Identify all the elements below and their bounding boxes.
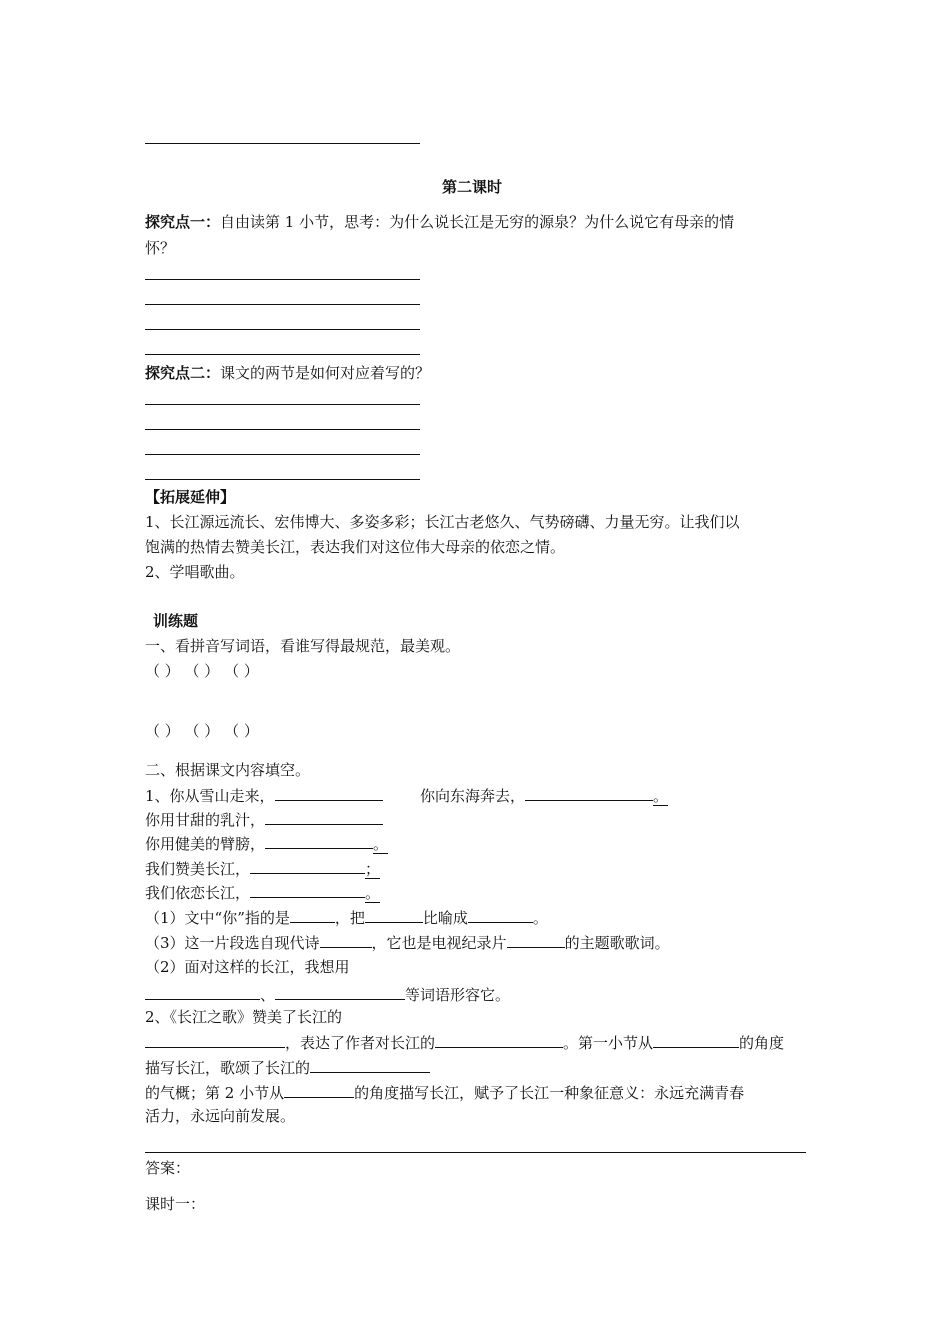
answer-line — [145, 143, 420, 144]
paragraph-2-c: 。第一小节从 — [563, 1034, 654, 1052]
answers-title: 答案： — [145, 1159, 191, 1177]
question-2: 二、根据课文内容填空。 — [145, 761, 311, 779]
paragraph-2-line-5: 活力，永远向前发展。 — [145, 1107, 296, 1125]
extension-item-1-cont: 饱满的热情去赞美长江，表达我们对这位伟大母亲的依恋之情。 — [145, 538, 566, 556]
paragraph-2-line-3 — [145, 1056, 430, 1078]
poem-line-1 — [145, 784, 383, 806]
question-1: 一、看拼音写词语，看谁写得最规范，最美观。 — [145, 637, 461, 655]
answer-line — [145, 454, 420, 455]
paragraph-2-line-2 — [145, 1031, 784, 1053]
paragraph-2-f: 的气概；第 2 小节从 — [145, 1084, 285, 1102]
poem-line-3-end: 。 — [373, 835, 389, 853]
explore-point-2-text: 课文的两节是如何对应着写的？ — [220, 364, 431, 382]
fill-blank[interactable] — [525, 784, 653, 801]
sub-question-3-c: 的主题歌歌词。 — [564, 934, 670, 952]
poem-line-3 — [145, 832, 388, 854]
sub-question-1-c: 比喻成 — [422, 909, 468, 927]
fill-blank[interactable] — [507, 931, 565, 948]
extension-item-2: 2、学唱歌曲。 — [145, 563, 245, 581]
fill-blank[interactable] — [290, 906, 335, 923]
poem-line-1-b: 你向东海奔去， — [420, 787, 526, 805]
fill-blank[interactable] — [250, 881, 365, 898]
answer-line — [145, 279, 420, 280]
extension-item-1: 1、长江源远流长、宏伟博大、多姿多彩；长江古老悠久、气势磅礴、力量无穷。让我们以 — [145, 513, 740, 531]
poem-line-5 — [145, 881, 380, 903]
extension-title: 【拓展延伸】 — [145, 488, 236, 506]
fill-blank[interactable] — [435, 1031, 563, 1048]
poem-line-2 — [145, 808, 383, 830]
poem-line-5-text: 我们依恋长江， — [145, 884, 251, 902]
explore-point-1 — [145, 212, 734, 232]
sub-question-3-b: ，它也是电视纪录片 — [371, 934, 507, 952]
fill-blank[interactable] — [320, 931, 372, 948]
sub-question-1-d: 。 — [532, 909, 548, 927]
answer-line — [145, 479, 420, 480]
fill-blank[interactable] — [265, 832, 373, 849]
section-title: 第二课时 — [442, 178, 503, 196]
answers-lesson-1: 课时一： — [145, 1195, 206, 1213]
poem-line-4-text: 我们赞美长江， — [145, 860, 251, 878]
sub-question-1-b: ，把 — [334, 909, 365, 927]
sub-question-1-a: （1）文中“你”指的是 — [145, 909, 290, 927]
fill-blank[interactable] — [365, 906, 423, 923]
training-title: 训练题 — [153, 612, 199, 630]
explore-point-1-text: 自由读第 1 小节，思考：为什么说长江是无穷的源泉？为什么说它有母亲的情 — [220, 213, 735, 231]
sub-question-2-end: 等词语形容它。 — [405, 986, 511, 1004]
pinyin-blanks-row-2: （ ） （ ） （ ） — [145, 722, 259, 740]
poem-line-1b — [420, 784, 668, 806]
explore-point-2 — [145, 363, 430, 383]
sub-question-3-a: （3）这一片段选自现代诗 — [145, 934, 320, 952]
fill-blank[interactable] — [284, 1081, 354, 1098]
pinyin-blanks-row-1: （ ） （ ） （ ） — [145, 662, 259, 680]
fill-blank[interactable] — [250, 857, 365, 874]
fill-blank[interactable] — [145, 1031, 285, 1048]
fill-blank[interactable] — [310, 1056, 430, 1073]
explore-point-2-label: 探究点二： — [145, 364, 221, 382]
poem-line-4-end: ； — [365, 860, 381, 878]
poem-line-4 — [145, 857, 380, 879]
answer-line — [145, 329, 420, 330]
section-divider — [145, 1152, 806, 1153]
paragraph-2-b: ，表达了作者对长江的 — [285, 1034, 436, 1052]
fill-blank[interactable] — [275, 983, 405, 1000]
paragraph-2-d: 的角度 — [739, 1034, 785, 1052]
explore-point-1-label: 探究点一： — [145, 213, 221, 231]
poem-line-2-text: 你用甘甜的乳汁， — [145, 811, 266, 829]
paragraph-2-line-4 — [145, 1081, 744, 1103]
paragraph-2-g: 的角度描写长江，赋予了长江一种象征意义：永远充满青春 — [354, 1084, 745, 1102]
sub-question-2-sep: 、 — [260, 986, 276, 1004]
poem-line-1-end: 。 — [653, 787, 669, 805]
poem-line-5-end: 。 — [365, 884, 381, 902]
sub-question-1 — [145, 906, 548, 928]
paragraph-2-line-1: 2、《长江之歌》赞美了长江的 — [145, 1008, 343, 1026]
sub-question-2: （2）面对这样的长江，我想用 — [145, 958, 350, 976]
fill-blank[interactable] — [265, 808, 383, 825]
paragraph-2-e: 描写长江，歌颂了长江的 — [145, 1059, 311, 1077]
fill-blank[interactable] — [468, 906, 533, 923]
sub-question-3 — [145, 931, 670, 953]
poem-line-1-a: 1、你从雪山走来， — [145, 787, 275, 805]
sub-question-2-cont — [145, 983, 510, 1005]
poem-line-3-text: 你用健美的臂膀， — [145, 835, 266, 853]
explore-point-1-cont: 怀？ — [145, 239, 176, 257]
fill-blank[interactable] — [275, 784, 383, 801]
fill-blank[interactable] — [145, 983, 260, 1000]
fill-blank[interactable] — [653, 1031, 739, 1048]
answer-line — [145, 429, 420, 430]
answer-line — [145, 304, 420, 305]
answer-line — [145, 404, 420, 405]
answer-line — [145, 354, 420, 355]
